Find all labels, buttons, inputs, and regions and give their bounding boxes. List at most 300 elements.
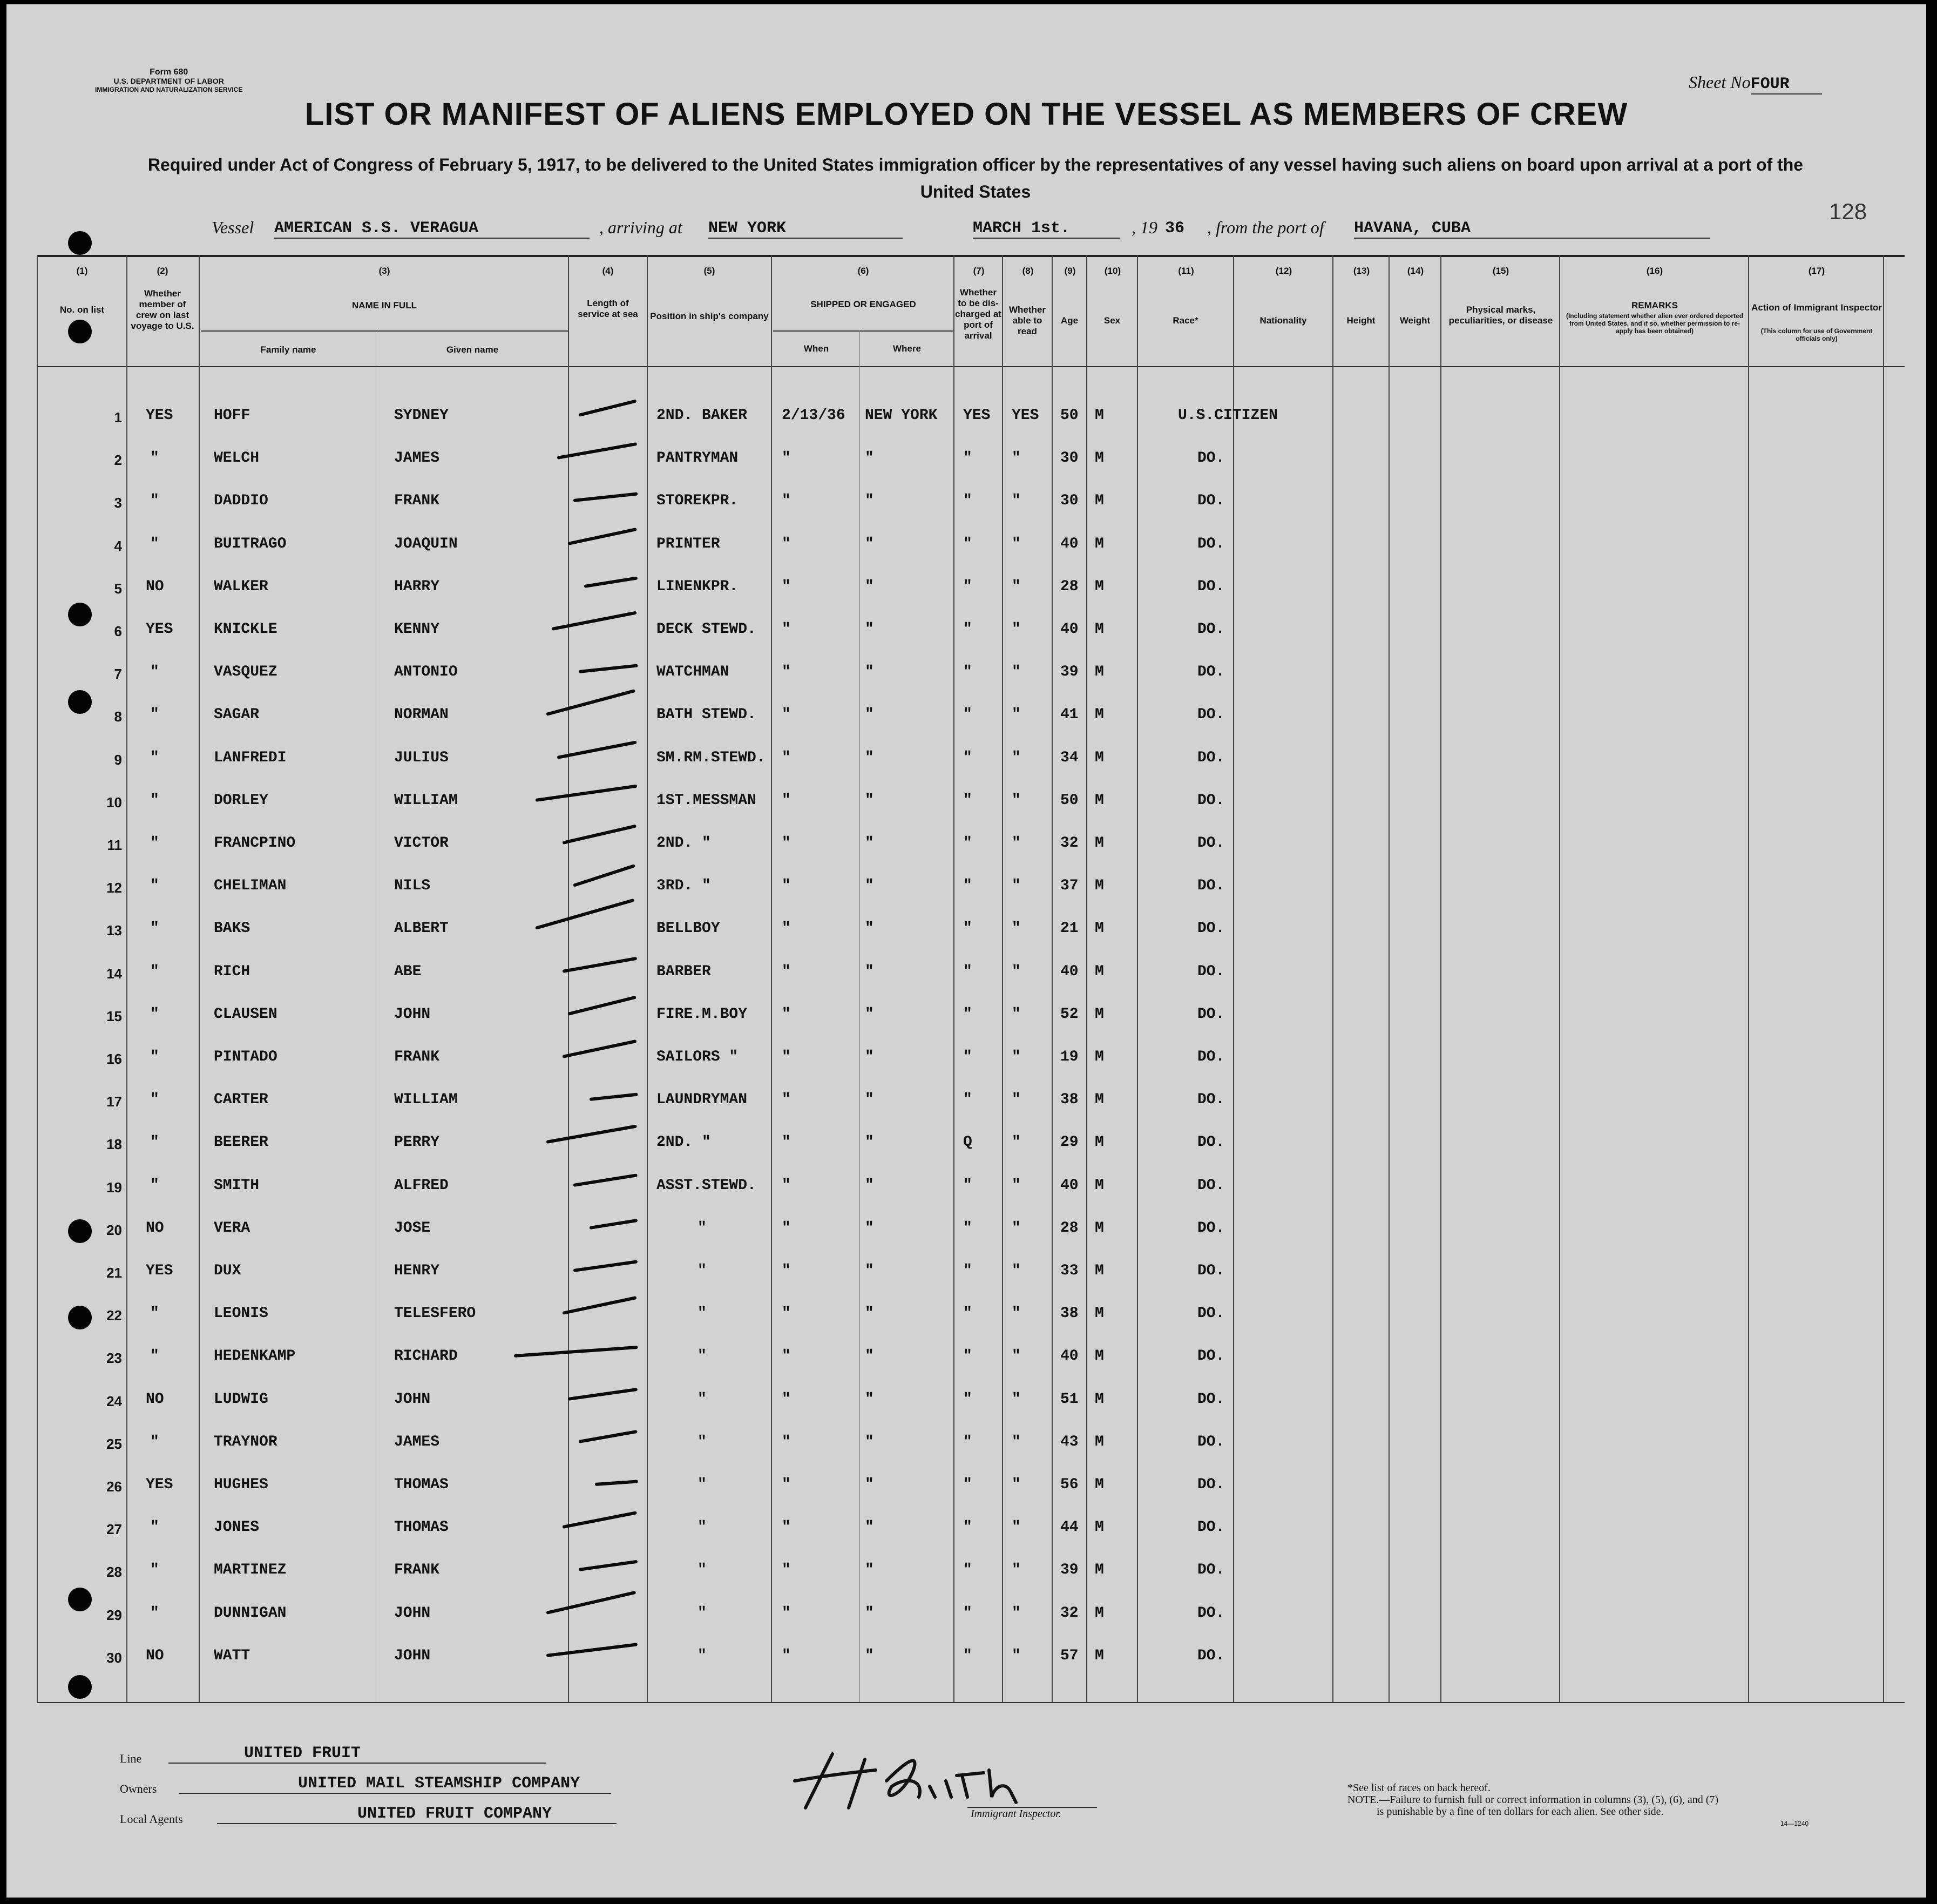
last-voyage-cell: NO bbox=[146, 1220, 164, 1237]
row-number: 2 bbox=[114, 452, 122, 468]
col-number: (12) bbox=[1275, 266, 1292, 276]
col-number: (9) bbox=[1064, 266, 1076, 276]
given-name-cell: HARRY bbox=[394, 578, 440, 595]
service-length-mark bbox=[573, 492, 638, 502]
row-number: 21 bbox=[106, 1265, 122, 1281]
sex-cell: M bbox=[1095, 578, 1104, 595]
position-cell: " bbox=[697, 1562, 707, 1578]
race-footnote: *See list of races on back hereof. bbox=[1347, 1782, 1491, 1794]
col-header-length-service: Length of service at sea bbox=[578, 298, 638, 319]
able-to-read-cell: " bbox=[1012, 1476, 1021, 1493]
last-voyage-cell: " bbox=[150, 450, 159, 467]
col-rule bbox=[568, 255, 569, 1702]
discharged-cell: " bbox=[963, 450, 972, 467]
position-cell: LINENKPR. bbox=[656, 578, 739, 595]
sex-cell: M bbox=[1095, 963, 1104, 980]
age-cell: 39 bbox=[1060, 664, 1079, 680]
race-cell: DO. bbox=[1197, 1562, 1225, 1578]
family-name-cell: BUITRAGO bbox=[214, 536, 287, 552]
family-name-cell: JONES bbox=[214, 1519, 260, 1536]
row-number: 16 bbox=[106, 1051, 122, 1067]
last-voyage-cell: YES bbox=[146, 407, 173, 424]
position-cell: SAILORS " bbox=[656, 1049, 739, 1065]
family-name-cell: FRANCPINO bbox=[214, 835, 296, 852]
sex-cell: M bbox=[1095, 1648, 1104, 1664]
shipped-where-cell: " bbox=[865, 963, 874, 980]
last-voyage-cell: " bbox=[150, 920, 159, 937]
last-voyage-cell: " bbox=[150, 1177, 159, 1194]
manifest-sheet bbox=[6, 4, 1926, 1898]
shipped-where-cell: NEW YORK bbox=[865, 407, 938, 424]
year-value: 36 bbox=[1165, 219, 1185, 238]
col-header-nationality: Nationality bbox=[1259, 315, 1307, 326]
able-to-read-cell: " bbox=[1012, 621, 1021, 638]
shipped-where-cell: " bbox=[865, 450, 874, 467]
discharged-cell: " bbox=[963, 1091, 972, 1108]
discharged-cell: " bbox=[963, 1262, 972, 1279]
row-number: 10 bbox=[106, 794, 122, 811]
line-label: Line bbox=[120, 1752, 142, 1765]
family-name-cell: WELCH bbox=[214, 450, 260, 467]
table-left-border bbox=[37, 255, 38, 1702]
family-name-cell: WALKER bbox=[214, 578, 268, 595]
family-name-cell: SAGAR bbox=[214, 706, 260, 723]
race-cell: DO. bbox=[1197, 664, 1225, 680]
last-voyage-cell: " bbox=[150, 1134, 159, 1151]
penalty-note-line2: is punishable by a fine of ten dollars for each alien. See other side. bbox=[1377, 1806, 1664, 1818]
discharged-cell: " bbox=[963, 835, 972, 852]
age-cell: 32 bbox=[1060, 835, 1079, 852]
table-bottom-rule bbox=[37, 1702, 1905, 1703]
shipped-where-cell: " bbox=[865, 1220, 874, 1237]
from-port: HAVANA, CUBA bbox=[1354, 219, 1710, 239]
service-length-mark bbox=[562, 957, 637, 973]
sex-cell: M bbox=[1095, 1519, 1104, 1536]
sex-cell: M bbox=[1095, 1049, 1104, 1065]
sex-cell: M bbox=[1095, 792, 1104, 809]
shipped-where-cell: " bbox=[865, 1434, 874, 1450]
discharged-cell: " bbox=[963, 963, 972, 980]
service-length-mark bbox=[595, 1480, 638, 1486]
position-cell: " bbox=[697, 1648, 707, 1664]
shipped-when-cell: " bbox=[782, 621, 791, 638]
position-cell: " bbox=[697, 1391, 707, 1408]
shipped-where-cell: " bbox=[865, 750, 874, 766]
family-name-cell: CLAUSEN bbox=[214, 1006, 277, 1023]
last-voyage-cell: YES bbox=[146, 1476, 173, 1493]
vessel-name: AMERICAN S.S. VERAGUA bbox=[274, 219, 590, 239]
punch-hole bbox=[68, 231, 92, 255]
sex-cell: M bbox=[1095, 920, 1104, 937]
race-cell: DO. bbox=[1197, 1049, 1225, 1065]
given-name-cell: NILS bbox=[394, 877, 431, 894]
col-header-no: No. on list bbox=[59, 305, 105, 315]
race-cell: DO. bbox=[1197, 578, 1225, 595]
service-length-mark bbox=[562, 1296, 636, 1315]
family-name-cell: BAKS bbox=[214, 920, 250, 937]
service-length-mark bbox=[514, 1346, 638, 1358]
shipped-when-cell: " bbox=[782, 835, 791, 852]
able-to-read-cell: " bbox=[1012, 1305, 1021, 1322]
race-cell: DO. bbox=[1197, 1648, 1225, 1664]
age-cell: 34 bbox=[1060, 750, 1079, 766]
given-name-cell: TELESFERO bbox=[394, 1305, 476, 1322]
discharged-cell: " bbox=[963, 1220, 972, 1237]
last-voyage-cell: " bbox=[150, 877, 159, 894]
able-to-read-cell: " bbox=[1012, 1562, 1021, 1578]
given-name-cell: NORMAN bbox=[394, 706, 449, 723]
col-number: (7) bbox=[973, 266, 985, 276]
position-cell: WATCHMAN bbox=[656, 664, 729, 680]
sex-cell: M bbox=[1095, 1348, 1104, 1365]
race-cell: U.S.CITIZEN bbox=[1178, 407, 1278, 424]
position-cell: " bbox=[697, 1348, 707, 1365]
family-name-cell: CARTER bbox=[214, 1091, 268, 1108]
position-cell: " bbox=[697, 1519, 707, 1536]
shipped-where-cell: " bbox=[865, 536, 874, 552]
race-cell: DO. bbox=[1197, 963, 1225, 980]
col-rule bbox=[1559, 255, 1560, 1702]
col-number: (10) bbox=[1104, 266, 1121, 276]
service-length-mark bbox=[579, 664, 638, 673]
last-voyage-cell: NO bbox=[146, 1391, 164, 1408]
shipped-when-cell: " bbox=[782, 1562, 791, 1578]
shipped-where-cell: " bbox=[865, 621, 874, 638]
col-header-given-name: Given name bbox=[446, 345, 499, 355]
race-cell: DO. bbox=[1197, 450, 1225, 467]
row-number: 24 bbox=[106, 1393, 122, 1409]
position-cell: " bbox=[697, 1305, 707, 1322]
position-cell: PRINTER bbox=[656, 536, 720, 552]
able-to-read-cell: " bbox=[1012, 450, 1021, 467]
shipped-when-cell: " bbox=[782, 877, 791, 894]
shipped-where-cell: " bbox=[865, 578, 874, 595]
sex-cell: M bbox=[1095, 536, 1104, 552]
service-length-mark bbox=[579, 1560, 638, 1571]
race-cell: DO. bbox=[1197, 536, 1225, 552]
col-header-crew-last-voyage: Whether member of crew on last voyage to U.S. bbox=[131, 288, 194, 331]
shipped-where-cell: " bbox=[865, 706, 874, 723]
race-cell: DO. bbox=[1197, 1434, 1225, 1450]
given-name-cell: JOHN bbox=[394, 1605, 431, 1622]
col-header-family-name: Family name bbox=[260, 345, 316, 355]
able-to-read-cell: " bbox=[1012, 706, 1021, 723]
position-cell: " bbox=[697, 1434, 707, 1450]
age-cell: 43 bbox=[1060, 1434, 1079, 1450]
last-voyage-cell: YES bbox=[146, 1262, 173, 1279]
race-cell: DO. bbox=[1197, 1177, 1225, 1194]
service-length-mark bbox=[573, 1173, 638, 1187]
row-number: 4 bbox=[114, 538, 122, 554]
discharged-cell: " bbox=[963, 1391, 972, 1408]
col-header-sex: Sex bbox=[1103, 315, 1121, 326]
race-cell: DO. bbox=[1197, 1220, 1225, 1237]
service-length-mark bbox=[590, 1093, 638, 1101]
sex-cell: M bbox=[1095, 1220, 1104, 1237]
discharged-cell: " bbox=[963, 578, 972, 595]
last-voyage-cell: " bbox=[150, 664, 159, 680]
family-name-cell: RICH bbox=[214, 963, 250, 980]
age-cell: 19 bbox=[1060, 1049, 1079, 1065]
col-header-age: Age bbox=[1060, 315, 1079, 326]
row-number: 15 bbox=[106, 1008, 122, 1024]
shipped-when-cell: " bbox=[782, 792, 791, 809]
sex-cell: M bbox=[1095, 835, 1104, 852]
family-name-cell: HEDENKAMP bbox=[214, 1348, 296, 1365]
shipped-when-cell: " bbox=[782, 450, 791, 467]
last-voyage-cell: " bbox=[150, 1562, 159, 1578]
age-cell: 30 bbox=[1060, 492, 1079, 509]
age-cell: 40 bbox=[1060, 621, 1079, 638]
service-length-mark bbox=[546, 689, 635, 716]
given-name-cell: ALFRED bbox=[394, 1177, 449, 1194]
given-name-cell: HENRY bbox=[394, 1262, 440, 1279]
given-name-cell: JOHN bbox=[394, 1648, 431, 1664]
last-voyage-cell: NO bbox=[146, 1648, 164, 1664]
age-cell: 39 bbox=[1060, 1562, 1079, 1578]
service-length-mark bbox=[568, 1388, 638, 1401]
shipped-where-cell: " bbox=[865, 792, 874, 809]
col-rule bbox=[1233, 255, 1234, 1702]
row-number: 12 bbox=[106, 880, 122, 896]
service-length-mark bbox=[590, 1219, 638, 1230]
family-name-cell: DUNNIGAN bbox=[214, 1605, 287, 1622]
discharged-cell: " bbox=[963, 750, 972, 766]
family-name-cell: CHELIMAN bbox=[214, 877, 287, 894]
line-value: UNITED FRUIT bbox=[168, 1744, 546, 1764]
shipped-when-cell: " bbox=[782, 1262, 791, 1279]
col-header-action-inspector: Action of Immigrant Inspector bbox=[1751, 302, 1882, 313]
shipped-where-cell: " bbox=[865, 1049, 874, 1065]
shipped-when-cell: " bbox=[782, 1006, 791, 1023]
position-cell: " bbox=[697, 1476, 707, 1493]
family-name-cell: DADDIO bbox=[214, 492, 268, 509]
position-cell: 1ST.MESSMAN bbox=[656, 792, 756, 809]
punch-hole bbox=[68, 1219, 92, 1243]
race-cell: DO. bbox=[1197, 920, 1225, 937]
shipped-when-cell: " bbox=[782, 1391, 791, 1408]
col-header-height: Height bbox=[1346, 315, 1376, 326]
service-length-mark bbox=[567, 528, 636, 545]
family-name-cell: LUDWIG bbox=[214, 1391, 268, 1408]
shipped-when-cell: " bbox=[782, 750, 791, 766]
position-cell: ASST.STEWD. bbox=[656, 1177, 756, 1194]
able-to-read-cell: " bbox=[1012, 792, 1021, 809]
shipped-where-cell: " bbox=[865, 492, 874, 509]
row-number: 22 bbox=[106, 1307, 122, 1324]
given-name-cell: SYDNEY bbox=[394, 407, 449, 424]
col-rule bbox=[1086, 255, 1087, 1702]
position-cell: DECK STEWD. bbox=[656, 621, 756, 638]
discharged-cell: " bbox=[963, 1006, 972, 1023]
shipped-subheader-rule bbox=[773, 330, 953, 332]
service-length-mark bbox=[584, 576, 638, 588]
row-number: 28 bbox=[106, 1564, 122, 1580]
race-cell: DO. bbox=[1197, 1305, 1225, 1322]
given-name-cell: ALBERT bbox=[394, 920, 449, 937]
col-header-name: NAME IN FULL bbox=[352, 300, 417, 310]
col-header-race: Race* bbox=[1173, 315, 1198, 326]
print-code: 14—1240 bbox=[1780, 1820, 1809, 1827]
shipped-when-cell: " bbox=[782, 1348, 791, 1365]
discharged-cell: " bbox=[963, 536, 972, 552]
last-voyage-cell: NO bbox=[146, 578, 164, 595]
age-cell: 57 bbox=[1060, 1648, 1079, 1664]
row-number: 23 bbox=[106, 1350, 122, 1366]
sex-cell: M bbox=[1095, 1391, 1104, 1408]
owners-label: Owners bbox=[120, 1782, 157, 1795]
shipped-where-cell: " bbox=[865, 1605, 874, 1622]
col-number: (14) bbox=[1407, 266, 1424, 276]
table-top-rule bbox=[37, 255, 1905, 257]
age-cell: 38 bbox=[1060, 1305, 1079, 1322]
age-cell: 50 bbox=[1060, 792, 1079, 809]
sex-cell: M bbox=[1095, 1177, 1104, 1194]
able-to-read-cell: " bbox=[1012, 1006, 1021, 1023]
shipped-when-cell: 2/13/36 bbox=[782, 407, 845, 424]
col-rule bbox=[859, 330, 860, 1702]
age-cell: 40 bbox=[1060, 536, 1079, 552]
position-cell: SM.RM.STEWD. bbox=[656, 750, 766, 766]
race-cell: DO. bbox=[1197, 1134, 1225, 1151]
race-cell: DO. bbox=[1197, 621, 1225, 638]
able-to-read-cell: " bbox=[1012, 578, 1021, 595]
discharged-cell: " bbox=[963, 1519, 972, 1536]
able-to-read-cell: " bbox=[1012, 877, 1021, 894]
family-name-cell: DUX bbox=[214, 1262, 241, 1279]
last-voyage-cell: " bbox=[150, 835, 159, 852]
able-to-read-cell: YES bbox=[1012, 407, 1039, 424]
punch-hole bbox=[68, 1675, 92, 1699]
able-to-read-cell: " bbox=[1012, 920, 1021, 937]
family-name-cell: DORLEY bbox=[214, 792, 268, 809]
col-header-remarks-note: (Including statement whether alien ever ordered deported from United States, and if so, whether permission to re-apply has been obtained) bbox=[1566, 312, 1744, 335]
col-rule bbox=[1440, 255, 1441, 1702]
service-length-mark bbox=[578, 1430, 637, 1443]
shipped-when-cell: " bbox=[782, 1091, 791, 1108]
last-voyage-cell: " bbox=[150, 1305, 159, 1322]
discharged-cell: " bbox=[963, 920, 972, 937]
shipped-when-cell: " bbox=[782, 1434, 791, 1450]
race-cell: DO. bbox=[1197, 1006, 1225, 1023]
race-cell: DO. bbox=[1197, 750, 1225, 766]
last-voyage-cell: YES bbox=[146, 621, 173, 638]
able-to-read-cell: " bbox=[1012, 664, 1021, 680]
able-to-read-cell: " bbox=[1012, 1091, 1021, 1108]
shipped-where-cell: " bbox=[865, 877, 874, 894]
given-name-cell: THOMAS bbox=[394, 1476, 449, 1493]
age-cell: 28 bbox=[1060, 578, 1079, 595]
arriving-label: , arriving at bbox=[599, 218, 682, 237]
col-number: (11) bbox=[1178, 266, 1194, 276]
col-rule bbox=[647, 255, 648, 1702]
shipped-when-cell: " bbox=[782, 706, 791, 723]
age-cell: 56 bbox=[1060, 1476, 1079, 1493]
able-to-read-cell: " bbox=[1012, 1605, 1021, 1622]
service-length-mark bbox=[546, 1125, 636, 1144]
position-cell: 2ND. BAKER bbox=[656, 407, 748, 424]
race-cell: DO. bbox=[1197, 1476, 1225, 1493]
shipped-when-cell: " bbox=[782, 1049, 791, 1065]
shipped-when-cell: " bbox=[782, 1519, 791, 1536]
family-name-cell: MARTINEZ bbox=[214, 1562, 287, 1578]
sex-cell: M bbox=[1095, 492, 1104, 509]
last-voyage-cell: " bbox=[150, 792, 159, 809]
able-to-read-cell: " bbox=[1012, 1519, 1021, 1536]
shipped-where-cell: " bbox=[865, 1262, 874, 1279]
last-voyage-cell: " bbox=[150, 492, 159, 509]
sex-cell: M bbox=[1095, 1305, 1104, 1322]
shipped-when-cell: " bbox=[782, 963, 791, 980]
discharged-cell: " bbox=[963, 1434, 972, 1450]
shipped-where-cell: " bbox=[865, 1134, 874, 1151]
age-cell: 41 bbox=[1060, 706, 1079, 723]
sex-cell: M bbox=[1095, 407, 1104, 424]
owners-value: UNITED MAIL STEAMSHIP COMPANY bbox=[179, 1774, 611, 1794]
race-cell: DO. bbox=[1197, 492, 1225, 509]
col-rule bbox=[1002, 255, 1003, 1702]
agents-value: UNITED FRUIT COMPANY bbox=[217, 1805, 617, 1824]
race-cell: DO. bbox=[1197, 1091, 1225, 1108]
age-cell: 44 bbox=[1060, 1519, 1079, 1536]
position-cell: BATH STEWD. bbox=[656, 706, 756, 723]
position-cell: BELLBOY bbox=[656, 920, 720, 937]
row-number: 26 bbox=[106, 1478, 122, 1495]
given-name-cell: VICTOR bbox=[394, 835, 449, 852]
last-voyage-cell: " bbox=[150, 1091, 159, 1108]
discharged-cell: " bbox=[963, 664, 972, 680]
row-number: 27 bbox=[106, 1521, 122, 1537]
last-voyage-cell: " bbox=[150, 1434, 159, 1450]
age-cell: 33 bbox=[1060, 1262, 1079, 1279]
able-to-read-cell: " bbox=[1012, 1049, 1021, 1065]
discharged-cell: " bbox=[963, 1305, 972, 1322]
service-length-mark bbox=[578, 399, 636, 416]
family-name-cell: SMITH bbox=[214, 1177, 260, 1194]
shipped-when-cell: " bbox=[782, 1605, 791, 1622]
family-name-cell: VASQUEZ bbox=[214, 664, 277, 680]
service-length-mark bbox=[546, 1643, 638, 1657]
col-number: (15) bbox=[1492, 266, 1509, 276]
service-length-mark bbox=[562, 1511, 637, 1529]
age-cell: 37 bbox=[1060, 877, 1079, 894]
position-cell: FIRE.M.BOY bbox=[656, 1006, 748, 1023]
given-name-cell: JOHN bbox=[394, 1391, 431, 1408]
shipped-where-cell: " bbox=[865, 920, 874, 937]
col-header-remarks: REMARKS bbox=[1631, 300, 1678, 310]
discharged-cell: " bbox=[963, 1476, 972, 1493]
shipped-where-cell: " bbox=[865, 1562, 874, 1578]
last-voyage-cell: " bbox=[150, 706, 159, 723]
row-number: 8 bbox=[114, 708, 122, 725]
able-to-read-cell: " bbox=[1012, 1648, 1021, 1664]
able-to-read-cell: " bbox=[1012, 1134, 1021, 1151]
inspector-caption: Immigrant Inspector. bbox=[971, 1808, 1061, 1820]
race-cell: DO. bbox=[1197, 1348, 1225, 1365]
service-length-mark bbox=[535, 899, 634, 930]
last-voyage-cell: " bbox=[150, 1605, 159, 1622]
given-name-cell: ABE bbox=[394, 963, 422, 980]
sheet-value: FOUR bbox=[1751, 75, 1822, 94]
family-name-cell: TRAYNOR bbox=[214, 1434, 277, 1450]
able-to-read-cell: " bbox=[1012, 1262, 1021, 1279]
punch-hole bbox=[68, 1588, 92, 1611]
col-header-weight: Weight bbox=[1399, 315, 1431, 326]
position-cell: " bbox=[697, 1220, 707, 1237]
agents-label: Local Agents bbox=[120, 1812, 183, 1826]
shipped-when-cell: " bbox=[782, 1305, 791, 1322]
given-name-cell: THOMAS bbox=[394, 1519, 449, 1536]
